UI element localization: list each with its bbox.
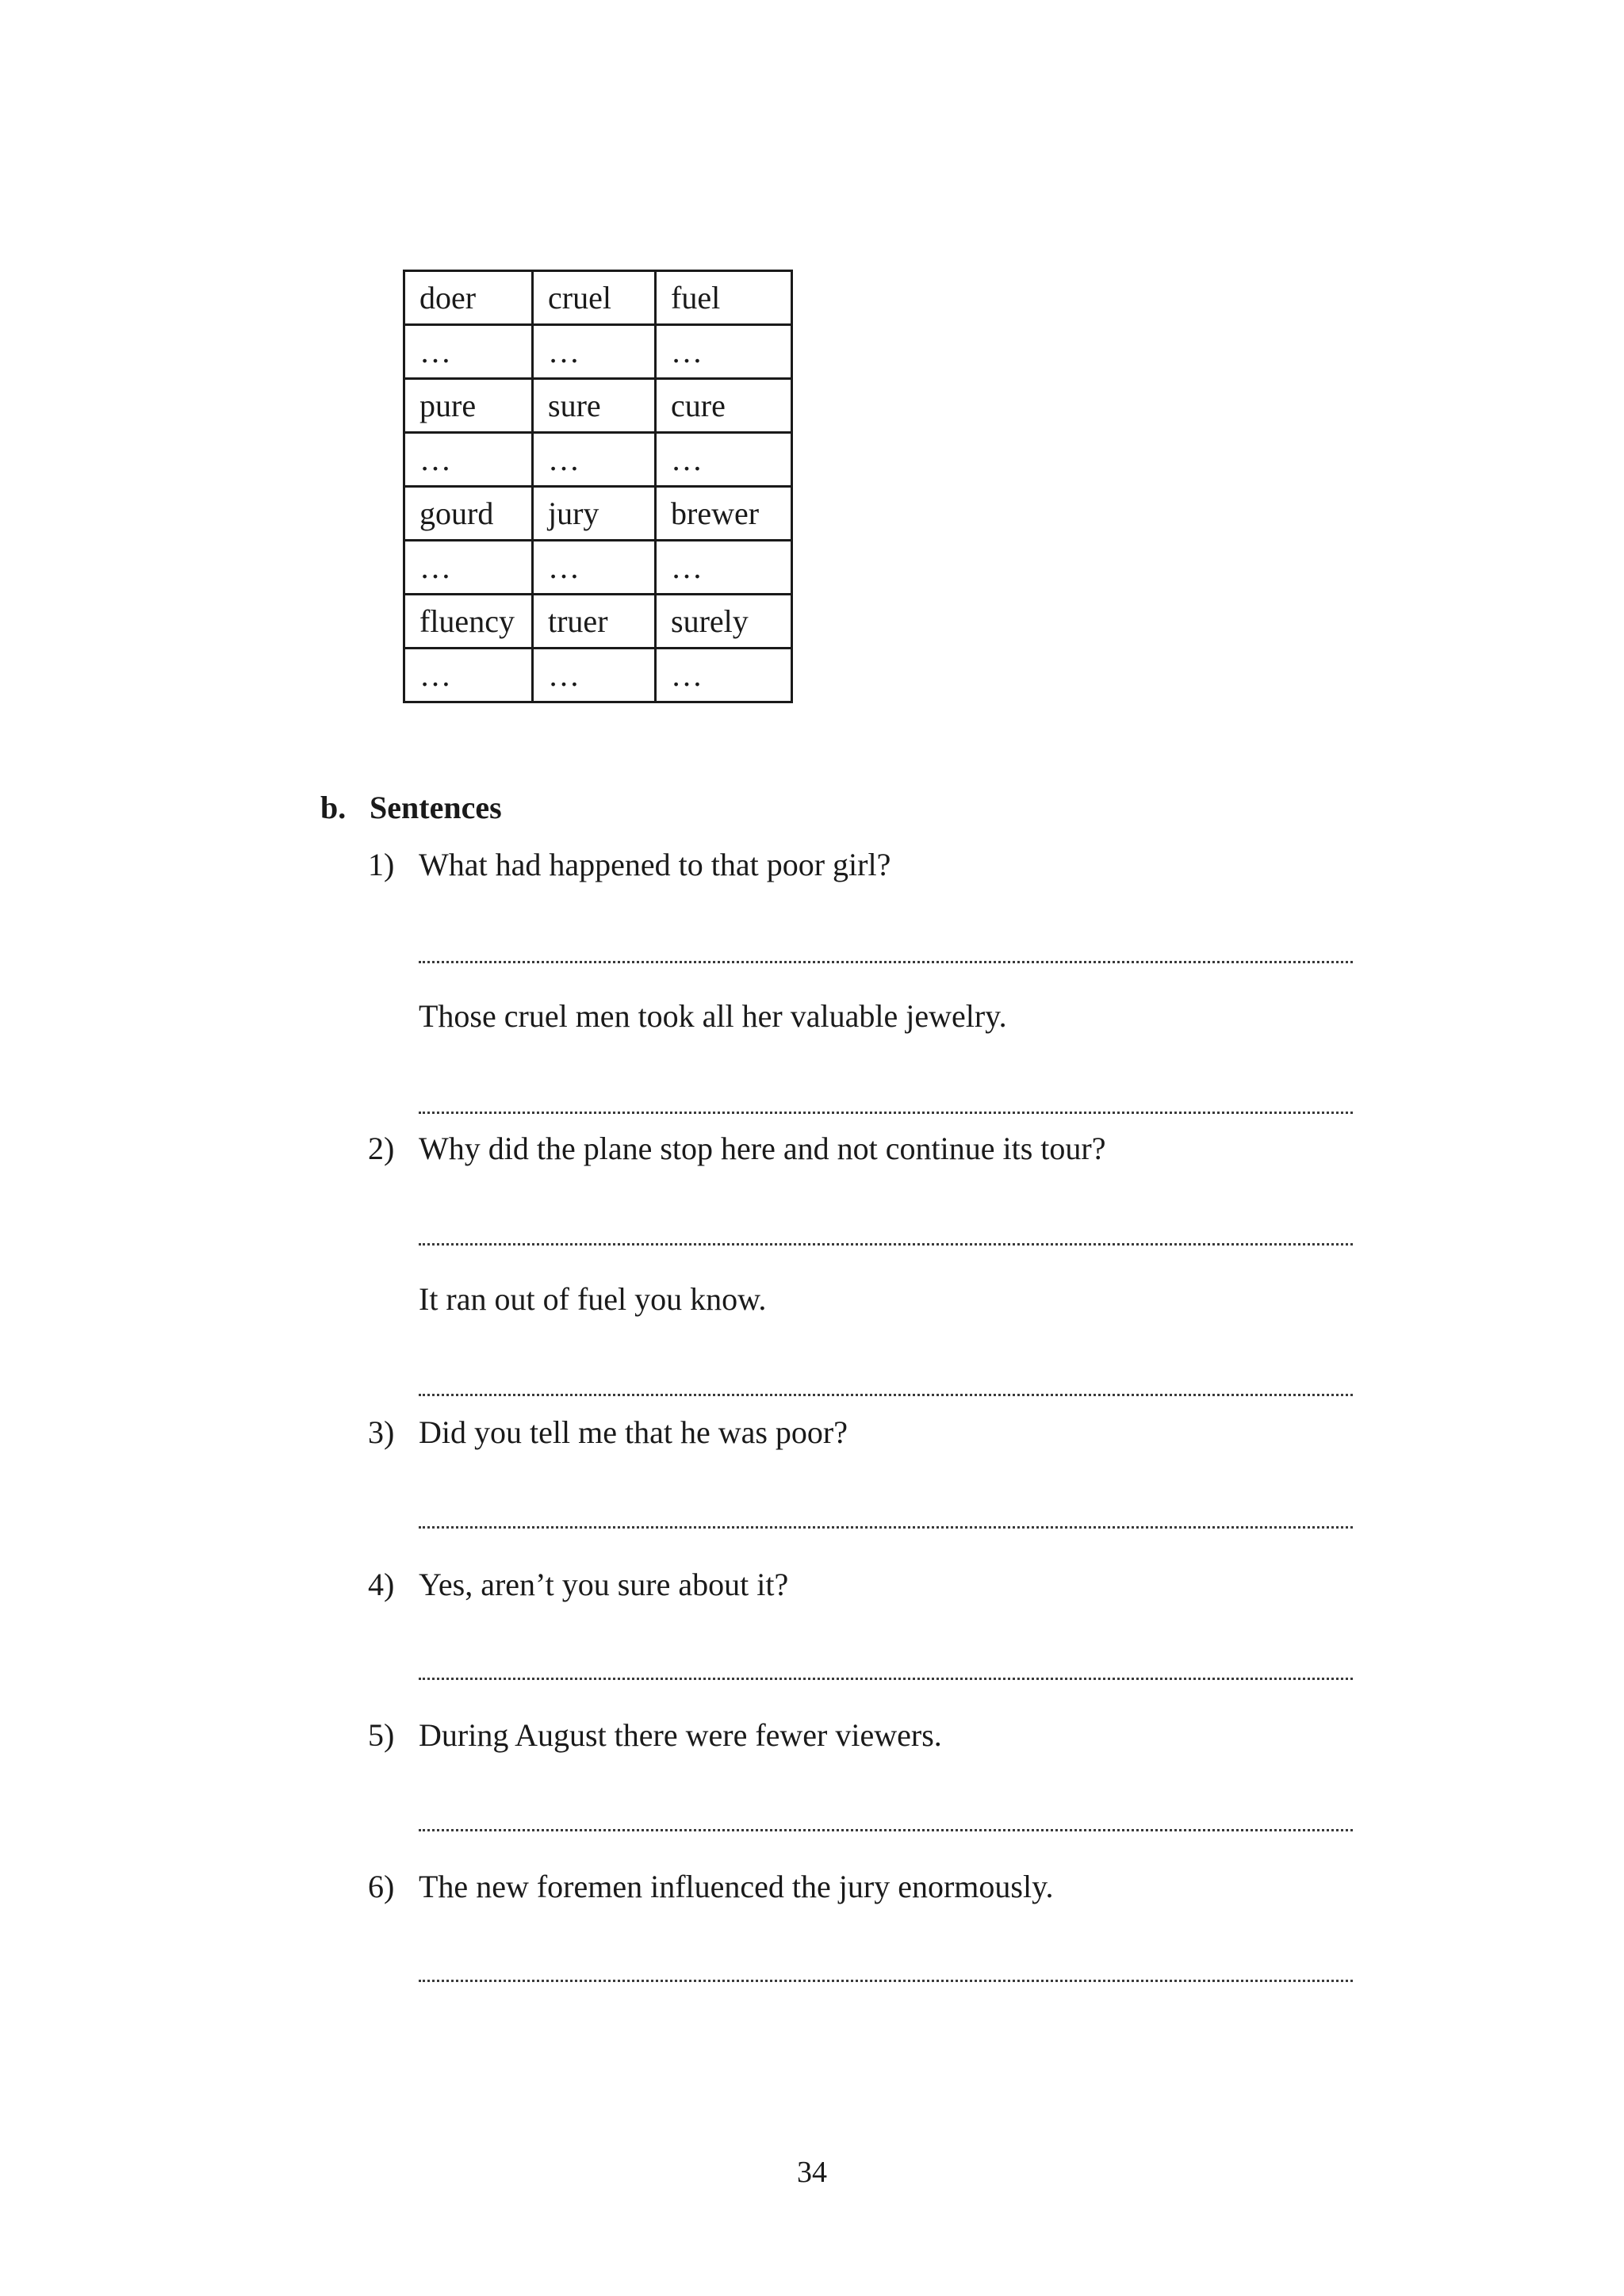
answer-line[interactable]: [419, 1112, 1353, 1114]
table-row: [404, 595, 792, 649]
table-row: [404, 541, 792, 595]
table-cell: …: [656, 541, 792, 595]
word-table: [403, 270, 793, 703]
table-cell: truer: [533, 595, 656, 649]
table-cell: cure: [656, 379, 792, 433]
table-row: [404, 325, 792, 379]
table-row: [404, 271, 792, 325]
item-sentence: Did you tell me that he was poor?: [419, 1414, 848, 1450]
section-title: Sentences: [370, 790, 502, 825]
item-sentence: The new foremen influenced the jury enormously.: [419, 1869, 1054, 1904]
section-letter: b.: [320, 790, 347, 825]
item-sentence: Why did the plane stop here and not continue its tour?: [419, 1131, 1106, 1166]
table-row: [404, 649, 792, 702]
table-cell: doer: [404, 271, 533, 325]
table-cell: …: [656, 433, 792, 487]
table-cell: …: [656, 649, 792, 702]
table-cell: fluency: [404, 595, 533, 649]
answer-line[interactable]: [419, 1829, 1353, 1831]
item-sentence: Those cruel men took all her valuable jewelry.: [419, 998, 1007, 1034]
table-row: [404, 379, 792, 433]
table-cell: cruel: [533, 271, 656, 325]
table-cell: …: [533, 649, 656, 702]
table-cell: fuel: [656, 271, 792, 325]
table-cell: …: [656, 325, 792, 379]
table-cell: jury: [533, 487, 656, 541]
answer-line[interactable]: [419, 961, 1353, 963]
table-cell: brewer: [656, 487, 792, 541]
item-sentence: It ran out of fuel you know.: [419, 1281, 767, 1317]
item-number: 4): [368, 1567, 395, 1602]
section-heading: [320, 789, 502, 826]
answer-line[interactable]: [419, 1980, 1353, 1982]
answer-line[interactable]: [419, 1243, 1353, 1246]
table-cell: surely: [656, 595, 792, 649]
table-cell: sure: [533, 379, 656, 433]
answer-line[interactable]: [419, 1678, 1353, 1680]
item-number: 2): [368, 1131, 395, 1166]
page-number: 34: [797, 2156, 827, 2189]
table-cell: …: [404, 433, 533, 487]
table-cell: gourd: [404, 487, 533, 541]
item-number: 1): [368, 847, 395, 882]
answer-line[interactable]: [419, 1394, 1353, 1396]
item-sentence: Yes, aren’t you sure about it?: [419, 1567, 789, 1602]
table-cell: …: [404, 541, 533, 595]
table-row: [404, 487, 792, 541]
table-cell: …: [533, 541, 656, 595]
answer-line[interactable]: [419, 1526, 1353, 1529]
table-cell: …: [404, 649, 533, 702]
table-cell: pure: [404, 379, 533, 433]
item-number: 6): [368, 1869, 395, 1904]
item-number: 5): [368, 1717, 395, 1753]
item-sentence: What had happened to that poor girl?: [419, 847, 891, 882]
table-cell: …: [533, 325, 656, 379]
table-cell: …: [533, 433, 656, 487]
table-row: [404, 433, 792, 487]
item-number: 3): [368, 1414, 395, 1450]
item-sentence: During August there were fewer viewers.: [419, 1717, 942, 1753]
table-cell: …: [404, 325, 533, 379]
